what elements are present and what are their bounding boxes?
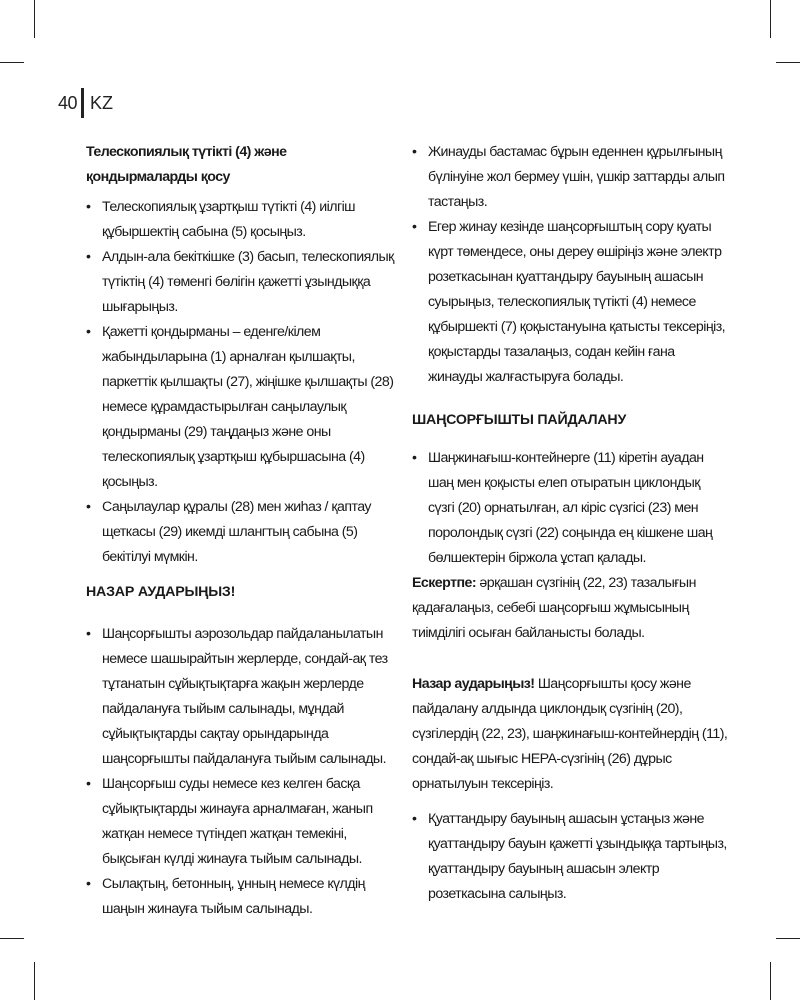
list-item: • Қажетті қондырманы – еденге/кілем жабындыларына (1) арналған қылшақты, паркеттік қылшақты (27), жіңішке қылшақты (28) немесе құрамдастырылған саңылаулық қондырманы (29) таңдаңыз және оны телескопиялық ұзартқыш құбыршасына (4) қосыңыз. [86,320,394,495]
list-item: • Қуаттандыру бауының ашасын ұстаңыз және қуаттандыру бауын қажетті ұзындыққа тартыңыз, қуаттандыру бауының ашасын электр розеткасына салыңыз. [412,807,728,907]
list-item: • Шаңжинағыш-контейнерге (11) кіретін ауадан шаң мен қоқысты елеп отыратын циклондық сүзгі (20) орнатылған, ал кіріс сүзгісі (23) мен поролондық сүзгі (22) соңында ең кішкене шаң бөлшектерін біржола ұстап қалады. [412,446,728,571]
crop-mark [776,62,800,63]
crop-mark [34,0,35,38]
page-number: 40 [58,92,78,113]
language-code: KZ [90,92,114,113]
section-heading-attention: НАЗАР АУДАРЫҢЫЗ! [86,584,236,600]
list-item: • Жинауды бастамас бұрын еденнен құрылғының бүлінуіне жол бермеу үшін, үшкір заттарды алып тастаңыз. [412,140,728,215]
note-text: әрқашан сүзгінің (22, 23) тазалығын қадағалаңыз, себебі шаңсорғыш жұмысының тиімділігі осыған байланысты болады. [412,575,696,641]
list-item: • Сылақтың, бетонның, ұнның немесе күлдің шаңын жинауға тыйым салынады. [86,872,394,922]
crop-mark [34,962,35,1000]
list-item: • Алдын-ала бекіткішке (3) басып, телескопиялық түтіктің (4) төменгі бөлігін қажетті ұзындыққа шығарыңыз. [86,245,394,320]
page-header [58,88,113,118]
list-item: • Шаңсорғыш суды немесе кез келген басқа сұйықтықтарды жинауға арналмаған, жанып жатқан немесе түтіндеп жатқан темекіні, бықсыған күлді жинауға тыйым салынады. [86,772,394,872]
preparation-list [412,140,728,390]
crop-mark [0,62,24,63]
note-paragraph [412,571,728,646]
crop-mark [776,938,800,939]
attention-label: Назар аударыңыз! [412,676,535,692]
right-column [412,140,728,907]
note-label: Ескертпе: [412,575,477,591]
header-divider [81,88,84,118]
list-item: • Шаңсорғышты аэрозольдар пайдаланылатын немесе шашырайтын жерлерде, сондай-ақ тез тұтанатын сұйықтықтарға жақын жерлерде пайдалануға тыйым салынады, мұндай сұйықтықтарды сақтау орындарында шаңсорғышты пайдалануға тыйым салынады. [86,622,394,772]
attention-text: Шаңсорғышты қосу және пайдалану алдында циклондық сүзгінің (20), сүзгілердің (22, 23), шаңжинағыш-контейнердің (11), сондай-ақ шығыс HEPA-сүзгінің (26) дұрыс орнатылуын тексеріңіз. [412,676,728,792]
section-heading-usage: ШАҢСОРҒЫШТЫ ПАЙДАЛАНУ [412,412,627,428]
attention-list [86,622,394,922]
assembly-list [86,195,394,570]
crop-mark [0,938,24,939]
usage-list [412,446,728,571]
attention-paragraph [412,672,728,797]
left-column [86,140,394,922]
power-cord-list [412,807,728,907]
list-item: • Егер жинау кезінде шаңсорғыштың сору қуаты күрт төмендесе, оны дереу өшіріңіз және электр розеткасынан қуаттандыру бауының ашасын суырыңыз, телескопиялық түтікті (4) немесе құбыршекті (7) қоқыстануына қатысты тексеріңіз, қоқыстарды тазалаңыз, содан кейін ғана жинауды жалғастыруға болады. [412,215,728,390]
crop-mark [770,962,771,1000]
list-item: • Саңылаулар құралы (28) мен жиһаз / қаптау щеткасы (29) икемді шлангтың сабына (5) бекітілуі мүмкін. [86,495,394,570]
crop-mark [770,0,771,38]
list-item: • Телескопиялық ұзартқыш түтікті (4) иілгіш құбыршектің сабына (5) қосыңыз. [86,195,394,245]
section-heading-telescopic-tube: Телескопиялық түтікті (4) және қондырмаларды қосу [86,144,287,185]
